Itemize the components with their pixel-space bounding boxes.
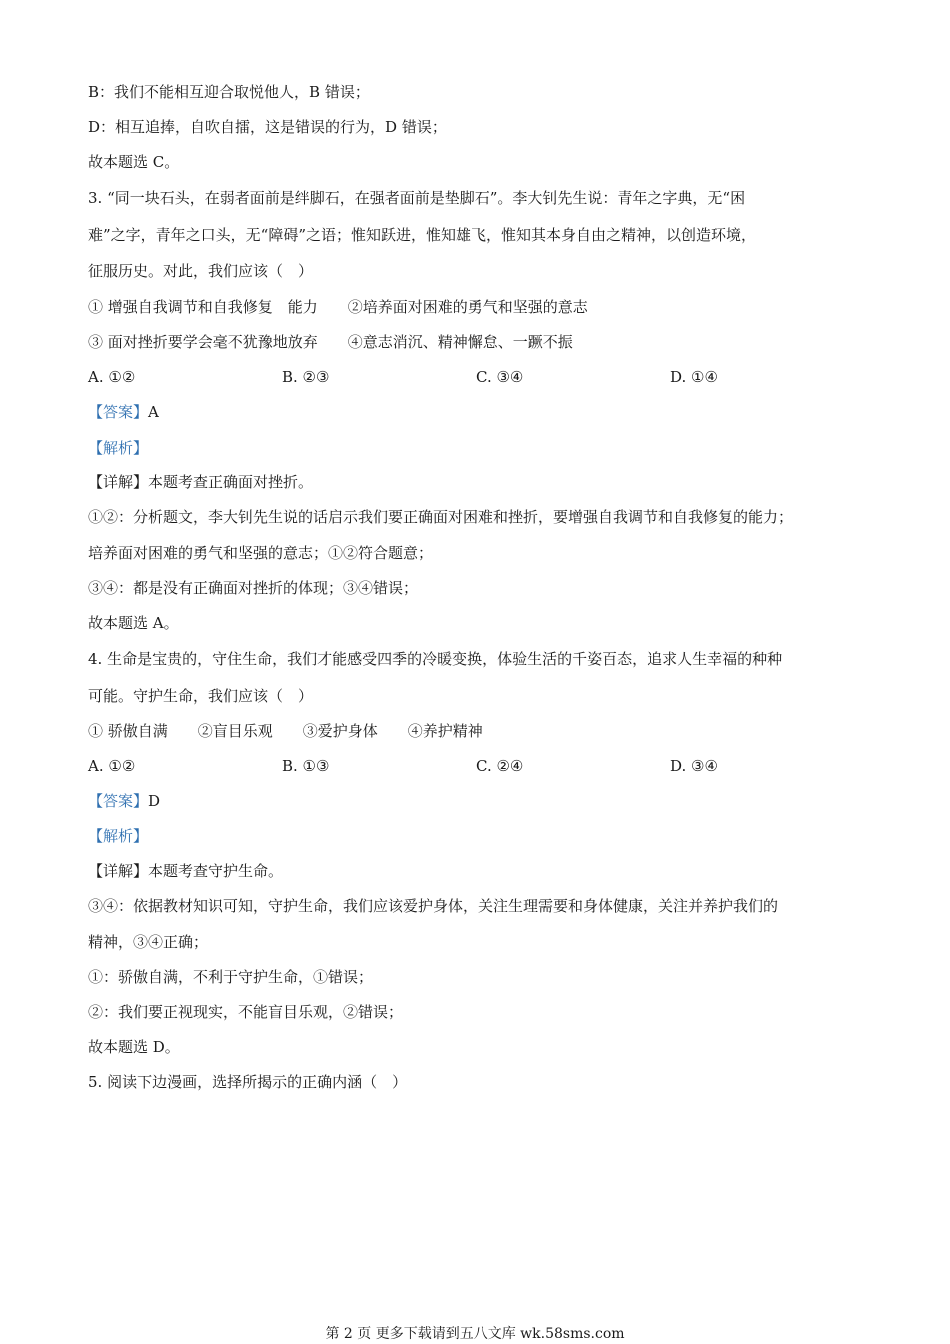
question-3-analysis-heading (88, 438, 148, 458)
text-line: 故本题选 C。 (88, 153, 180, 171)
explanation-line: 精神，③④正确； (88, 933, 209, 951)
analysis-tag: 【解析】 (88, 439, 149, 457)
detail-tag: 【详解】 (88, 473, 149, 491)
question-4-analysis-heading (88, 826, 148, 846)
question-4-statement: ① 骄傲自满 ②盲目乐观 ③爱护身体 ④养护精神 (88, 722, 483, 740)
question-4-option-a: A. ①② (88, 757, 136, 775)
detail-value: 本题考查正确面对挫折。 (148, 473, 314, 491)
question-3-option-c: C. ③④ (476, 368, 524, 386)
question-4-option-b: B. ①③ (282, 757, 330, 775)
explanation-line: ②：我们要正视现实，不能盲目乐观，②错误； (88, 1003, 404, 1021)
question-4-answer (88, 791, 160, 811)
explanation-line: ①：骄傲自满，不利于守护生命，①错误； (88, 968, 374, 986)
question-3-stem: 难”之字，青年之口头，无“障碍”之语；惟知跃进，惟知雄飞，惟知其本身自由之精神，以创造环境， (88, 226, 757, 244)
analysis-tag: 【解析】 (88, 827, 149, 845)
answer-tag: 【答案】 (88, 792, 149, 810)
text-line: B：我们不能相互迎合取悦他人，B 错误； (88, 83, 370, 101)
question-4-stem: 4. 生命是宝贵的，守住生命，我们才能感受四季的冷暖变换，体验生活的千姿百态，追求人生幸福的种种 (88, 650, 783, 668)
question-5-stem: 5. 阅读下边漫画，选择所揭示的正确内涵（ ） (88, 1073, 408, 1091)
question-4-detail (88, 861, 283, 881)
question-3-option-b: B. ②③ (282, 368, 330, 386)
question-4-stem: 可能。守护生命，我们应该（ ） (88, 687, 314, 705)
detail-value: 本题考查守护生命。 (148, 862, 284, 880)
text-line: D：相互追捧，自吹自擂，这是错误的行为，D 错误； (88, 118, 447, 136)
question-3-statement: ① 增强自我调节和自我修复 能力 ②培养面对困难的勇气和坚强的意志 (88, 298, 588, 316)
question-3-stem: 征服历史。对此，我们应该（ ） (88, 262, 314, 280)
question-3-stem: 3. “同一块石头，在弱者面前是绊脚石，在强者面前是垫脚石”。李大钊先生说：青年之字典，无“困 (88, 189, 746, 207)
question-4-option-c: C. ②④ (476, 757, 524, 775)
question-4-option-d: D. ③④ (670, 757, 718, 775)
question-3-answer (88, 402, 159, 422)
explanation-line: ③④：依据教材知识可知，守护生命，我们应该爱护身体，关注生理需要和身体健康，关注并养护我们的 (88, 897, 779, 915)
detail-tag: 【详解】 (88, 862, 149, 880)
answer-value: A (148, 403, 159, 421)
explanation-line: ③④：都是没有正确面对挫折的体现；③④错误； (88, 579, 419, 597)
explanation-line: 培养面对困难的勇气和坚强的意志；①②符合题意； (88, 544, 434, 562)
question-3-option-d: D. ①④ (670, 368, 718, 386)
answer-tag: 【答案】 (88, 403, 149, 421)
explanation-line: ①②：分析题文，李大钊先生说的话启示我们要正确面对困难和挫折，要增强自我调节和自我修复的能力； (88, 508, 794, 526)
question-3-option-a: A. ①② (88, 368, 136, 386)
answer-value: D (148, 792, 161, 810)
question-3-detail (88, 472, 313, 492)
explanation-line: 故本题选 D。 (88, 1038, 180, 1056)
question-3-statement: ③ 面对挫折要学会毫不犹豫地放弃 ④意志消沉、精神懈怠、一蹶不振 (88, 333, 573, 351)
page-footer: 第 2 页 更多下载请到五八文库 wk.58sms.com (325, 1326, 625, 1342)
explanation-line: 故本题选 A。 (88, 614, 179, 632)
